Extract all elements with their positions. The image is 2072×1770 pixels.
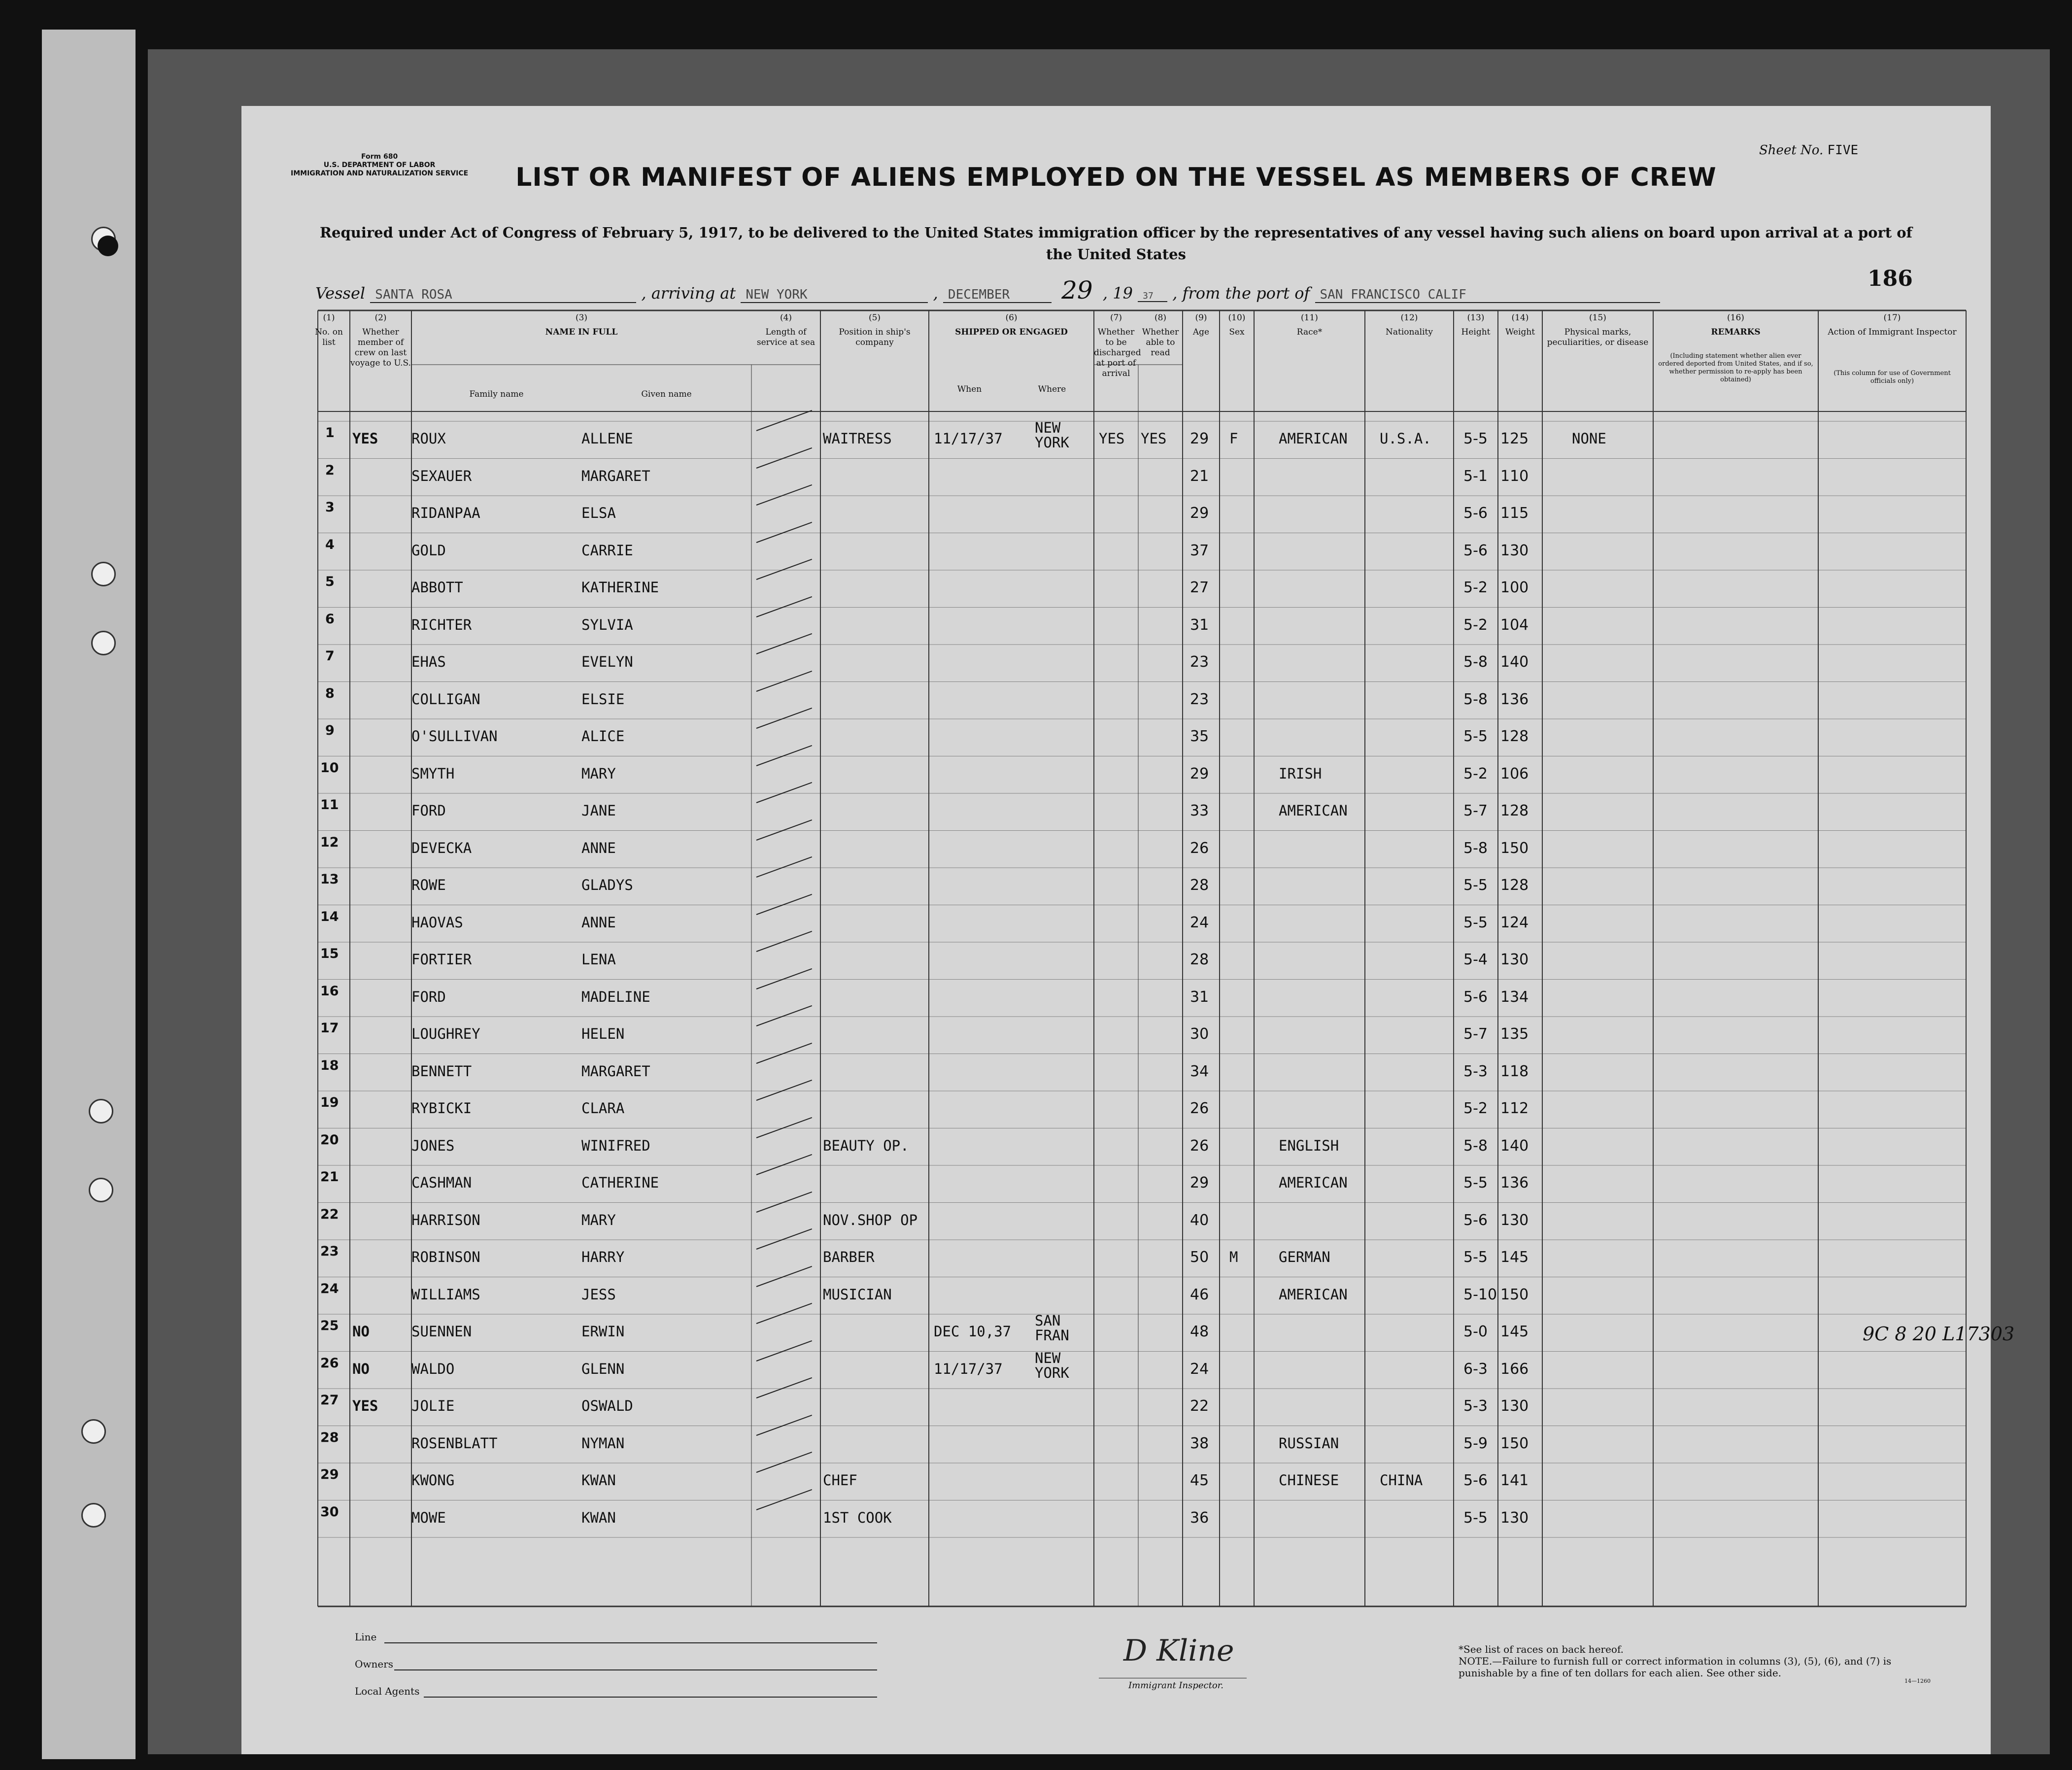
family-name-cell: COLLIGAN bbox=[411, 690, 480, 708]
shipped-when-cell: DEC 10,37 bbox=[934, 1323, 1012, 1340]
given-name-cell: WINIFRED bbox=[581, 1137, 650, 1154]
height-cell: 5-6 bbox=[1463, 988, 1488, 1006]
column-header: (6) SHIPPED OR ENGAGED bbox=[955, 313, 1068, 337]
inspector-signature: D Kline bbox=[1123, 1634, 1234, 1668]
given-name-cell: LENA bbox=[581, 951, 616, 968]
race-cell: AMERICAN bbox=[1279, 1174, 1348, 1191]
column-header: (17) Action of Immigrant Inspector bbox=[1828, 313, 1957, 337]
age-cell: 38 bbox=[1190, 1434, 1209, 1452]
column-header: (1) No. on list bbox=[315, 313, 343, 347]
height-cell: 5-0 bbox=[1463, 1323, 1488, 1340]
age-cell: 28 bbox=[1190, 877, 1209, 894]
binder-strip bbox=[42, 30, 136, 1759]
height-cell: 5-6 bbox=[1463, 1472, 1488, 1489]
height-cell: 5-7 bbox=[1463, 1025, 1488, 1043]
shipped-when-cell: 11/17/37 bbox=[934, 430, 1003, 447]
family-name-cell: CASHMAN bbox=[411, 1174, 472, 1191]
vessel-label: Vessel bbox=[315, 284, 366, 303]
family-name-cell: O'SULLIVAN bbox=[411, 728, 498, 745]
owners-label: Owners bbox=[355, 1658, 394, 1670]
weight-cell: 104 bbox=[1500, 616, 1529, 634]
height-cell: 5-3 bbox=[1463, 1062, 1488, 1080]
given-name-cell: JESS bbox=[581, 1286, 616, 1303]
given-name-cell: OSWALD bbox=[581, 1397, 633, 1414]
age-cell: 26 bbox=[1190, 839, 1209, 857]
given-name-cell: CLARA bbox=[581, 1100, 625, 1117]
given-name-cell: SYLVIA bbox=[581, 616, 633, 633]
nationality-cell: U.S.A. bbox=[1380, 430, 1431, 447]
able-to-read-cell: YES bbox=[1141, 430, 1167, 447]
remarks-cell: 9C 8 20 L17303 bbox=[1863, 1323, 2015, 1345]
age-cell: 24 bbox=[1190, 914, 1209, 931]
footer-notes bbox=[1459, 1643, 1902, 1679]
arriving-label: , arriving at bbox=[641, 284, 736, 303]
age-cell: 31 bbox=[1190, 988, 1209, 1006]
height-cell: 5-2 bbox=[1463, 1100, 1488, 1117]
arrival-day: 29 bbox=[1061, 276, 1093, 305]
age-cell: 45 bbox=[1190, 1472, 1209, 1489]
owners-field bbox=[394, 1669, 877, 1670]
weight-cell: 145 bbox=[1500, 1323, 1529, 1340]
departure-port: SAN FRANCISCO CALIF bbox=[1315, 287, 1660, 303]
weight-cell: 136 bbox=[1500, 1174, 1529, 1191]
punch-hole bbox=[89, 1178, 113, 1202]
race-cell: AMERICAN bbox=[1279, 430, 1348, 447]
column-header: (10) Sex bbox=[1228, 313, 1246, 337]
age-cell: 50 bbox=[1190, 1249, 1209, 1266]
given-name-cell: ELSA bbox=[581, 505, 616, 521]
height-cell: 5-4 bbox=[1463, 951, 1488, 968]
punch-hole bbox=[91, 631, 116, 655]
vessel-line: Vessel SANTA ROSA , arriving at NEW YORK , DECEMBER 29 , 19 37 , from the port of SAN FRANCISCO CALIF bbox=[315, 276, 1941, 305]
column-header: (2) Whether member of crew on last voyage to U.S. bbox=[350, 313, 411, 368]
weight-cell: 128 bbox=[1500, 728, 1529, 745]
arrival-year: 37 bbox=[1138, 291, 1167, 302]
given-name-cell: MARGARET bbox=[581, 467, 650, 484]
race-cell: CHINESE bbox=[1279, 1472, 1339, 1489]
column-header: (14) Weight bbox=[1505, 313, 1535, 337]
column-header: (4) Length of service at sea bbox=[756, 313, 815, 347]
row-number: 17 bbox=[320, 1021, 339, 1036]
age-cell: 37 bbox=[1190, 542, 1209, 559]
family-name-cell: KWONG bbox=[411, 1472, 455, 1489]
age-cell: 29 bbox=[1190, 765, 1209, 783]
shipped-where-cell: NEW YORK bbox=[1035, 1349, 1069, 1381]
row-number: 11 bbox=[320, 797, 339, 813]
row-number: 23 bbox=[320, 1244, 339, 1259]
weight-cell: 128 bbox=[1500, 877, 1529, 894]
family-name-cell: ABBOTT bbox=[411, 579, 463, 596]
row-number: 20 bbox=[320, 1132, 339, 1148]
height-cell: 5-6 bbox=[1463, 542, 1488, 559]
page-number: 186 bbox=[1868, 266, 1913, 291]
weight-cell: 100 bbox=[1500, 579, 1529, 596]
column-header: (16) REMARKS bbox=[1711, 313, 1761, 337]
family-name-cell: SMYTH bbox=[411, 765, 455, 782]
row-number: 10 bbox=[320, 760, 339, 776]
height-cell: 5-7 bbox=[1463, 802, 1488, 819]
age-cell: 22 bbox=[1190, 1397, 1209, 1415]
row-number: 24 bbox=[320, 1281, 339, 1296]
row-number: 12 bbox=[320, 834, 339, 850]
row-number: 15 bbox=[320, 946, 339, 961]
column-header: (15) Physical marks, peculiarities, or disease bbox=[1547, 313, 1649, 347]
weight-cell: 124 bbox=[1500, 914, 1529, 931]
agents-label: Local Agents bbox=[355, 1685, 420, 1697]
given-name-cell: MARY bbox=[581, 765, 616, 782]
position-cell: BEAUTY OP. bbox=[823, 1137, 909, 1154]
family-name-cell: RICHTER bbox=[411, 616, 472, 633]
family-name-cell: JONES bbox=[411, 1137, 455, 1154]
weight-cell: 130 bbox=[1500, 1211, 1529, 1229]
punch-hole bbox=[89, 1099, 113, 1123]
family-name-cell: LOUGHREY bbox=[411, 1025, 480, 1042]
height-cell: 5-5 bbox=[1463, 1249, 1488, 1266]
page-subtitle: Required under Act of Congress of February 5, 1917, to be delivered to the United States immigration officer by the representatives of any vessel having such aliens on board upon arrival at a port of the United States bbox=[319, 224, 1913, 263]
age-cell: 46 bbox=[1190, 1286, 1209, 1303]
age-cell: 29 bbox=[1190, 1174, 1209, 1191]
weight-cell: 106 bbox=[1500, 765, 1529, 783]
service-name: IMMIGRATION AND NATURALIZATION SERVICE bbox=[291, 170, 469, 177]
weight-cell: 118 bbox=[1500, 1062, 1529, 1080]
race-cell: AMERICAN bbox=[1279, 1286, 1348, 1303]
family-name-cell: FORD bbox=[411, 802, 446, 819]
row-number: 21 bbox=[320, 1169, 339, 1185]
height-cell: 5-5 bbox=[1463, 914, 1488, 931]
race-cell: IRISH bbox=[1279, 765, 1322, 782]
age-cell: 30 bbox=[1190, 1025, 1209, 1043]
punch-hole bbox=[81, 1503, 106, 1528]
row-number: 25 bbox=[320, 1318, 339, 1333]
department-name: U.S. DEPARTMENT OF LABOR bbox=[323, 161, 436, 169]
age-cell: 28 bbox=[1190, 951, 1209, 968]
family-name-cell: ROUX bbox=[411, 430, 446, 447]
height-cell: 5-2 bbox=[1463, 616, 1488, 634]
row-number: 9 bbox=[325, 723, 335, 738]
row-number: 13 bbox=[320, 872, 339, 887]
physical-marks-cell: NONE bbox=[1572, 430, 1606, 447]
punch-hole bbox=[81, 1419, 106, 1444]
height-cell: 5-8 bbox=[1463, 653, 1488, 671]
family-name-cell: BENNETT bbox=[411, 1062, 472, 1080]
weight-cell: 128 bbox=[1500, 802, 1529, 819]
given-name-cell: ANNE bbox=[581, 839, 616, 856]
vessel-name: SANTA ROSA bbox=[370, 287, 636, 303]
height-cell: 5-6 bbox=[1463, 1211, 1488, 1229]
family-name-cell: SUENNEN bbox=[411, 1323, 472, 1340]
weight-cell: 130 bbox=[1500, 1397, 1529, 1415]
punch-hole bbox=[91, 562, 116, 586]
height-cell: 5-5 bbox=[1463, 728, 1488, 745]
given-name-cell: CARRIE bbox=[581, 542, 633, 559]
position-cell: BARBER bbox=[823, 1249, 875, 1265]
age-cell: 26 bbox=[1190, 1137, 1209, 1155]
row-number: 19 bbox=[320, 1095, 339, 1110]
column-header: (7) Whether to be discharged at port of arrival bbox=[1094, 313, 1141, 378]
crew-status-cell: NO bbox=[352, 1360, 370, 1377]
discharged-cell: YES bbox=[1099, 430, 1125, 447]
row-number: 16 bbox=[320, 983, 339, 999]
row-number: 26 bbox=[320, 1355, 339, 1371]
height-cell: 5-5 bbox=[1463, 430, 1488, 447]
row-number: 7 bbox=[325, 648, 335, 664]
race-cell: AMERICAN bbox=[1279, 802, 1348, 819]
arriving-port: NEW YORK bbox=[741, 287, 928, 303]
family-name-cell: FORTIER bbox=[411, 951, 472, 968]
given-name-cell: KATHERINE bbox=[581, 579, 659, 596]
race-cell: GERMAN bbox=[1279, 1249, 1330, 1265]
position-cell: 1ST COOK bbox=[823, 1509, 892, 1526]
column-header: (5) Position in ship's company bbox=[839, 313, 911, 347]
weight-cell: 136 bbox=[1500, 690, 1529, 708]
row-number: 3 bbox=[325, 500, 335, 515]
height-cell: 5-2 bbox=[1463, 579, 1488, 596]
age-cell: 40 bbox=[1190, 1211, 1209, 1229]
row-number: 27 bbox=[320, 1393, 339, 1408]
height-cell: 5-8 bbox=[1463, 1137, 1488, 1155]
crew-status-cell: YES bbox=[352, 430, 378, 447]
height-cell: 5-8 bbox=[1463, 839, 1488, 857]
given-name-cell: ANNE bbox=[581, 914, 616, 931]
family-name-cell: FORD bbox=[411, 988, 446, 1005]
age-cell: 31 bbox=[1190, 616, 1209, 634]
column-header: (8) Whether able to read bbox=[1142, 313, 1179, 358]
sex-cell: F bbox=[1229, 430, 1238, 447]
weight-cell: 112 bbox=[1500, 1100, 1529, 1117]
weight-cell: 125 bbox=[1500, 430, 1529, 447]
row-number: 6 bbox=[325, 611, 335, 627]
age-cell: 29 bbox=[1190, 430, 1209, 447]
given-name-cell: ALLENE bbox=[581, 430, 633, 447]
column-header: (13) Height bbox=[1461, 313, 1491, 337]
height-cell: 5-1 bbox=[1463, 467, 1488, 485]
given-name-cell: CATHERINE bbox=[581, 1174, 659, 1191]
page-title: LIST OR MANIFEST OF ALIENS EMPLOYED ON THE VESSEL AS MEMBERS OF CREW bbox=[515, 163, 1717, 192]
from-port-label: , from the port of bbox=[1172, 284, 1310, 303]
shipped-where-cell: NEW YORK bbox=[1035, 419, 1069, 451]
row-number: 30 bbox=[320, 1504, 339, 1520]
height-cell: 5-3 bbox=[1463, 1397, 1488, 1415]
family-name-cell: ROWE bbox=[411, 877, 446, 893]
age-cell: 24 bbox=[1190, 1360, 1209, 1378]
height-cell: 5-5 bbox=[1463, 877, 1488, 894]
weight-cell: 130 bbox=[1500, 1509, 1529, 1527]
row-number: 14 bbox=[320, 909, 339, 924]
given-name-cell: GLENN bbox=[581, 1360, 625, 1377]
position-cell: WAITRESS bbox=[823, 430, 892, 447]
sheet-number-label: Sheet No. bbox=[1759, 143, 1824, 158]
given-name-cell: NYMAN bbox=[581, 1434, 625, 1452]
row-number: 2 bbox=[325, 462, 335, 478]
print-code: 14—1260 bbox=[1904, 1678, 1931, 1684]
position-cell: CHEF bbox=[823, 1472, 857, 1489]
height-cell: 5-2 bbox=[1463, 765, 1488, 783]
position-cell: NOV.SHOP OP bbox=[823, 1211, 918, 1228]
given-name-cell: ERWIN bbox=[581, 1323, 625, 1340]
family-name-cell: JOLIE bbox=[411, 1397, 455, 1414]
where-subheader: Where bbox=[1038, 384, 1066, 394]
manifest-sheet bbox=[241, 106, 2015, 1754]
races-note: *See list of races on back hereof. bbox=[1459, 1643, 1624, 1655]
given-name-cell: HARRY bbox=[581, 1249, 625, 1265]
shipped-when-cell: 11/17/37 bbox=[934, 1360, 1003, 1377]
weight-cell: 110 bbox=[1500, 467, 1529, 485]
family-name-cell: HAOVAS bbox=[411, 914, 463, 931]
row-number: 28 bbox=[320, 1430, 339, 1445]
race-cell: ENGLISH bbox=[1279, 1137, 1339, 1154]
family-name-cell: ROBINSON bbox=[411, 1249, 480, 1265]
age-cell: 23 bbox=[1190, 653, 1209, 671]
position-cell: MUSICIAN bbox=[823, 1286, 892, 1303]
row-number: 22 bbox=[320, 1206, 339, 1222]
age-cell: 34 bbox=[1190, 1062, 1209, 1080]
family-name-cell: RIDANPAA bbox=[411, 505, 480, 521]
line-label: Line bbox=[355, 1631, 377, 1643]
penalty-note: NOTE.—Failure to furnish full or correct information in columns (3), (5), (6), and (7) is punishable by a fine of ten dollars for each alien. See other side. bbox=[1459, 1655, 1892, 1679]
weight-cell: 166 bbox=[1500, 1360, 1529, 1378]
row-number: 1 bbox=[325, 425, 335, 441]
nationality-cell: CHINA bbox=[1380, 1472, 1423, 1489]
remarks-note: (Including statement whether alien ever ordered deported from United States, and if so, whether permission to re-apply has been obtained) bbox=[1658, 352, 1813, 383]
given-name-cell: KWAN bbox=[581, 1509, 616, 1526]
inspector-label: Immigrant Inspector. bbox=[1128, 1680, 1224, 1691]
weight-cell: 145 bbox=[1500, 1249, 1529, 1266]
age-cell: 36 bbox=[1190, 1509, 1209, 1527]
weight-cell: 141 bbox=[1500, 1472, 1529, 1489]
race-cell: RUSSIAN bbox=[1279, 1434, 1339, 1452]
weight-cell: 130 bbox=[1500, 951, 1529, 968]
crew-status-cell: NO bbox=[352, 1323, 370, 1340]
weight-cell: 134 bbox=[1500, 988, 1529, 1006]
height-cell: 6-3 bbox=[1463, 1360, 1488, 1378]
shipped-where-cell: SAN FRAN bbox=[1035, 1312, 1069, 1344]
arrival-month: DECEMBER bbox=[943, 287, 1052, 303]
given-name-cell: MARGARET bbox=[581, 1062, 650, 1080]
sheet-number-value: FIVE bbox=[1827, 143, 1859, 158]
height-cell: 5-5 bbox=[1463, 1174, 1488, 1191]
given-name-cell: ALICE bbox=[581, 728, 625, 745]
family-name-cell: RYBICKI bbox=[411, 1100, 472, 1117]
given-name-cell: KWAN bbox=[581, 1472, 616, 1489]
sex-cell: M bbox=[1229, 1249, 1238, 1265]
age-cell: 27 bbox=[1190, 579, 1209, 596]
row-number: 29 bbox=[320, 1467, 339, 1482]
column-header: (9) Age bbox=[1192, 313, 1210, 337]
family-name-cell: GOLD bbox=[411, 542, 446, 559]
given-name-cell: HELEN bbox=[581, 1025, 625, 1042]
weight-cell: 130 bbox=[1500, 542, 1529, 559]
given-name-subheader: Given name bbox=[641, 389, 692, 399]
family-name-cell: ROSENBLATT bbox=[411, 1434, 498, 1452]
weight-cell: 135 bbox=[1500, 1025, 1529, 1043]
weight-cell: 140 bbox=[1500, 1137, 1529, 1155]
given-name-cell: GLADYS bbox=[581, 877, 633, 893]
age-cell: 35 bbox=[1190, 728, 1209, 745]
weight-cell: 140 bbox=[1500, 653, 1529, 671]
height-cell: 5-8 bbox=[1463, 690, 1488, 708]
given-name-cell: EVELYN bbox=[581, 653, 633, 670]
family-name-cell: WILLIAMS bbox=[411, 1286, 480, 1303]
family-name-cell: SEXAUER bbox=[411, 467, 472, 484]
year-label: , 19 bbox=[1102, 284, 1133, 303]
line-field bbox=[384, 1642, 877, 1643]
column-header: (3) NAME IN FULL bbox=[545, 313, 618, 337]
row-number: 4 bbox=[325, 537, 335, 552]
column-header: (12) Nationality bbox=[1386, 313, 1433, 337]
row-number: 5 bbox=[325, 574, 335, 589]
height-cell: 5-10 bbox=[1463, 1286, 1497, 1303]
row-number: 18 bbox=[320, 1057, 339, 1073]
age-cell: 23 bbox=[1190, 690, 1209, 708]
height-cell: 5-6 bbox=[1463, 505, 1488, 522]
family-name-cell: DEVECKA bbox=[411, 839, 472, 856]
agents-field bbox=[424, 1697, 877, 1698]
age-cell: 33 bbox=[1190, 802, 1209, 819]
given-name-cell: ELSIE bbox=[581, 690, 625, 708]
age-cell: 26 bbox=[1190, 1100, 1209, 1117]
weight-cell: 150 bbox=[1500, 1286, 1529, 1303]
age-cell: 21 bbox=[1190, 467, 1209, 485]
weight-cell: 115 bbox=[1500, 505, 1529, 522]
weight-cell: 150 bbox=[1500, 1434, 1529, 1452]
given-name-cell: MARY bbox=[581, 1211, 616, 1228]
age-cell: 48 bbox=[1190, 1323, 1209, 1340]
family-name-cell: EHAS bbox=[411, 653, 446, 670]
form-number: Form 680 bbox=[361, 153, 398, 161]
age-cell: 29 bbox=[1190, 505, 1209, 522]
row-number: 8 bbox=[325, 685, 335, 701]
family-name-cell: HARRISON bbox=[411, 1211, 480, 1228]
crew-status-cell: YES bbox=[352, 1397, 378, 1414]
weight-cell: 150 bbox=[1500, 839, 1529, 857]
family-name-cell: WALDO bbox=[411, 1360, 455, 1377]
binder-hole bbox=[98, 236, 118, 256]
column-header: (11) Race* bbox=[1296, 313, 1323, 337]
inspector-note: (This column for use of Government officials only) bbox=[1834, 370, 1951, 385]
given-name-cell: MADELINE bbox=[581, 988, 650, 1005]
when-subheader: When bbox=[957, 384, 982, 394]
family-name-subheader: Family name bbox=[469, 389, 524, 399]
given-name-cell: JANE bbox=[581, 802, 616, 819]
family-name-cell: MOWE bbox=[411, 1509, 446, 1526]
height-cell: 5-9 bbox=[1463, 1434, 1488, 1452]
height-cell: 5-5 bbox=[1463, 1509, 1488, 1527]
